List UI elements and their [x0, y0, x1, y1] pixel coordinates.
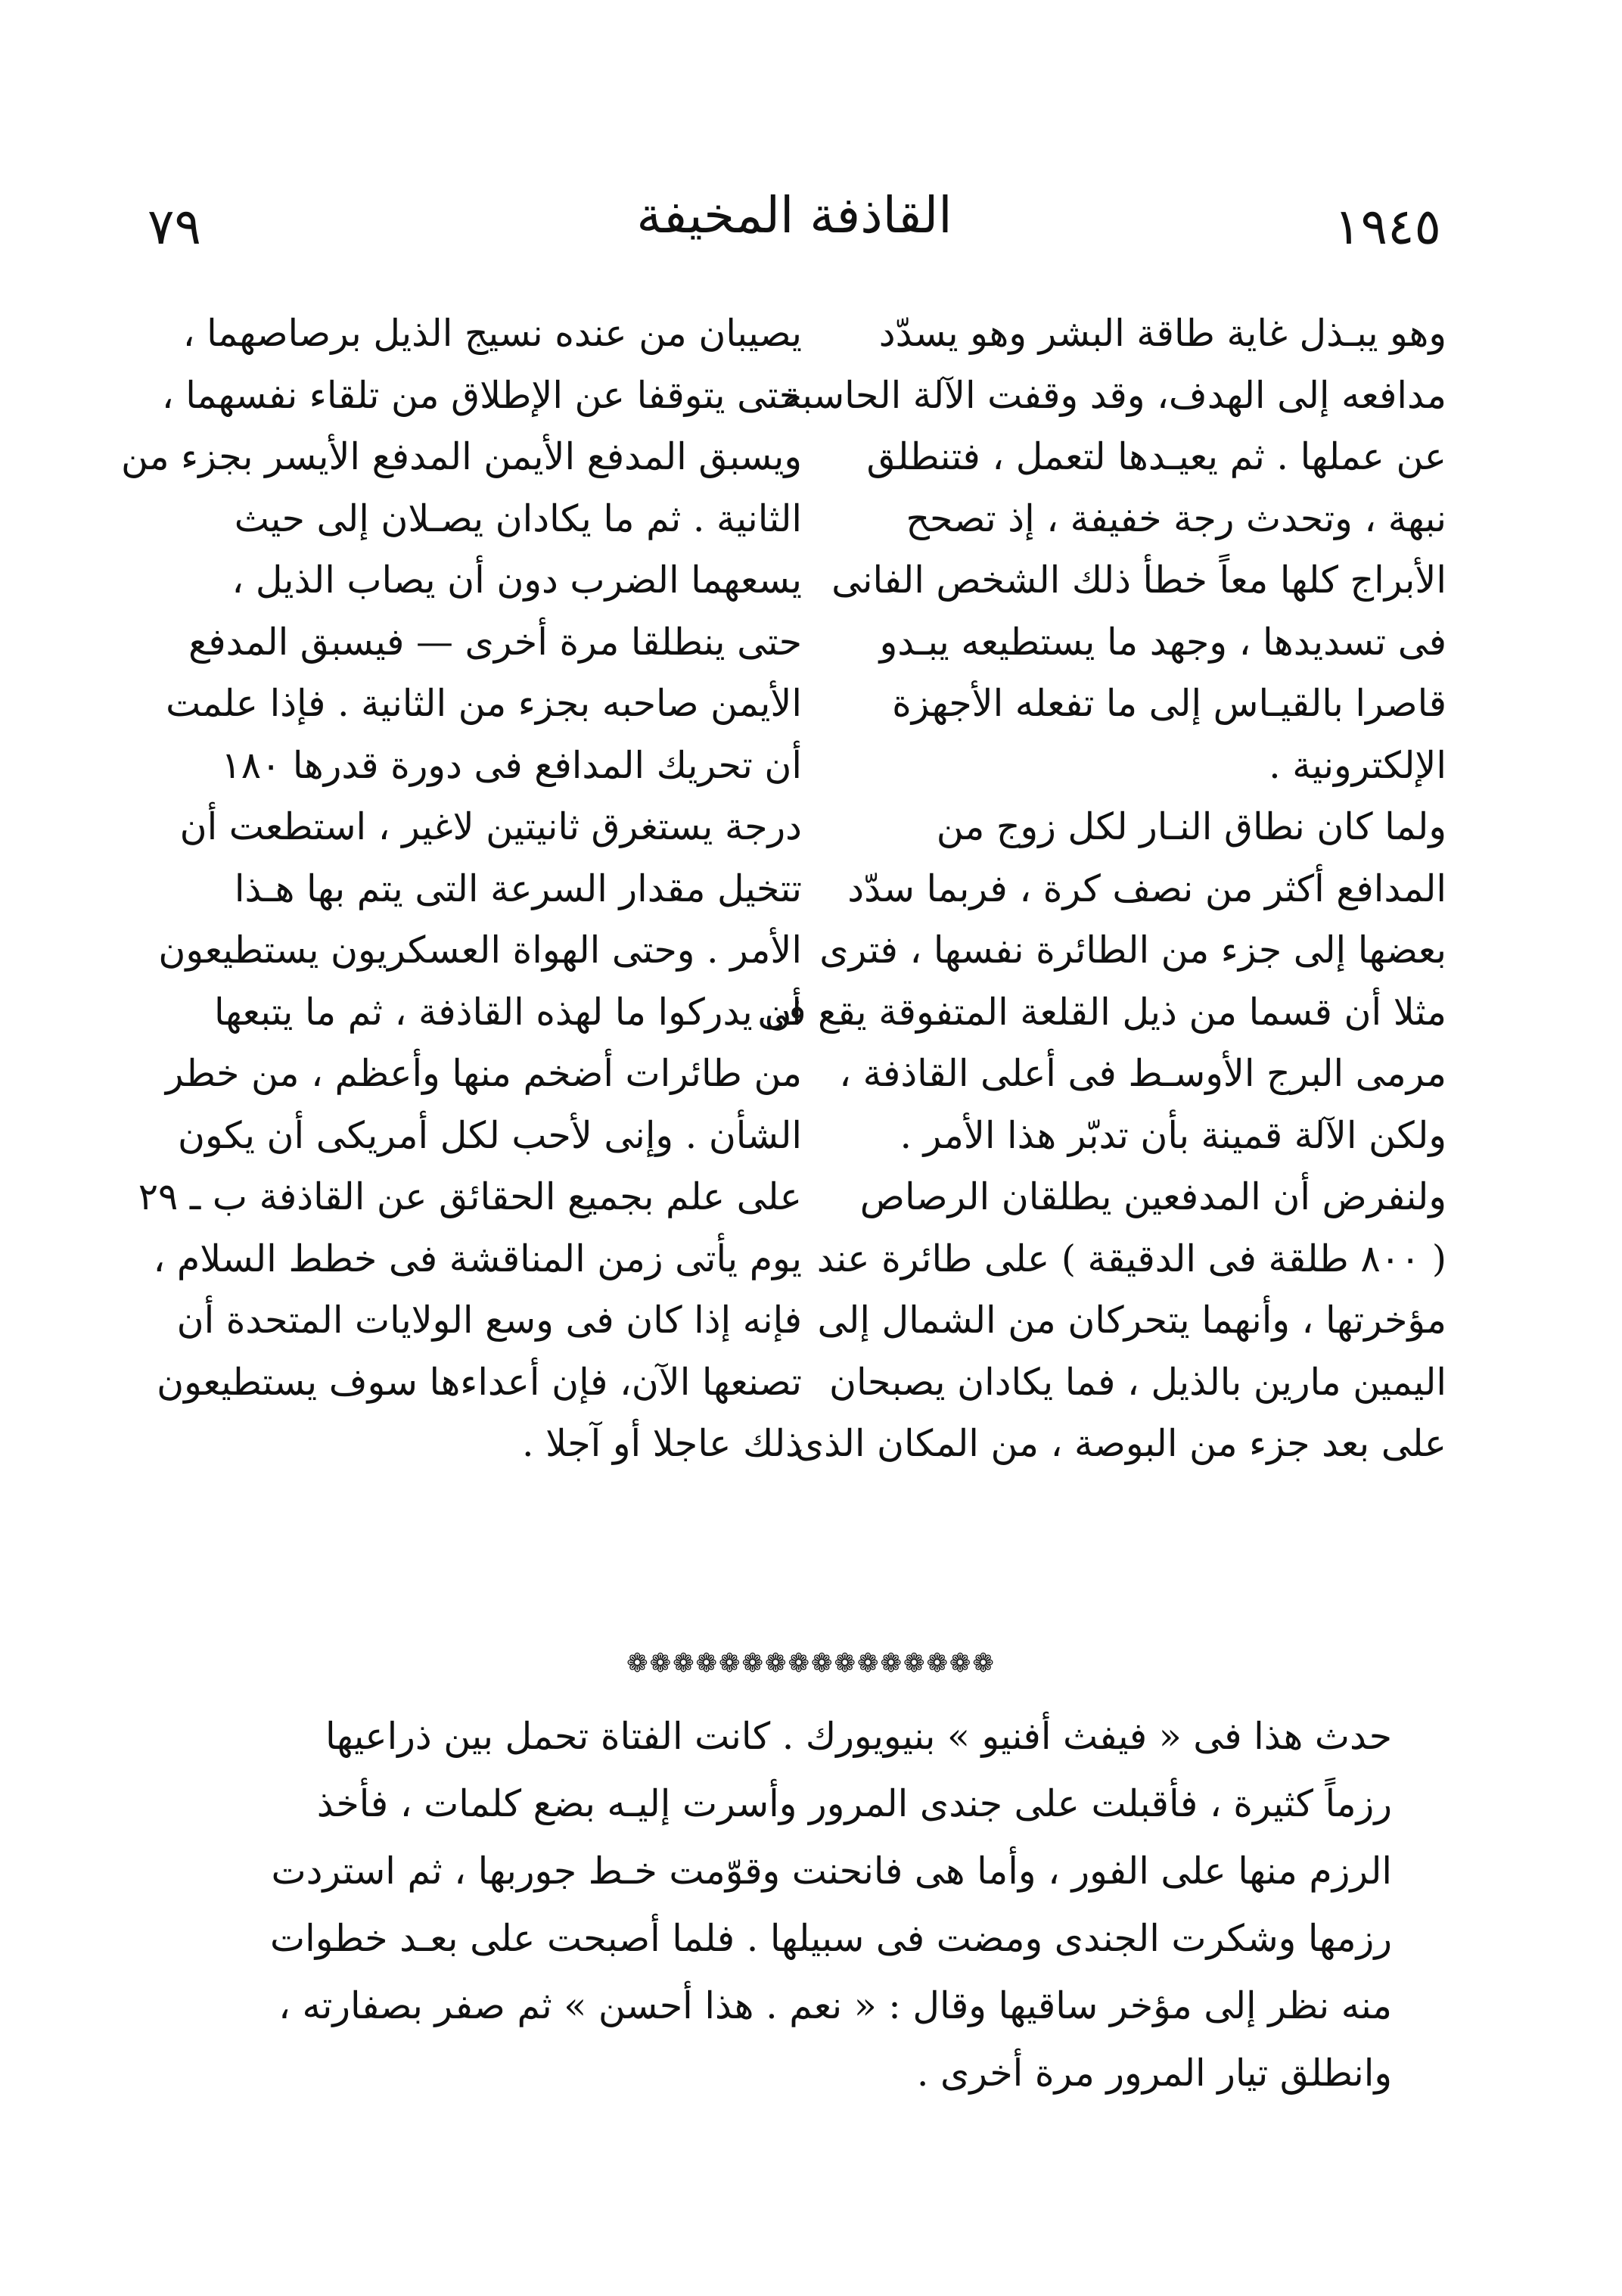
text-line: ويسبق المدفع الأيمن المدفع الأيسر بجزء من — [121, 435, 802, 478]
text-line: مدافعه إلى الهدف، وقد وقفت الآلة الحاسبة — [782, 373, 1446, 417]
text-line: قاصرا بالقيـاس إلى ما تفعله الأجهزة — [892, 682, 1446, 725]
text-line: مؤخرتها ، وأنهما يتحركان من الشمال إلى — [817, 1299, 1446, 1342]
text-line: ولكن الآلة قمينة بأن تدبّر هذا الأمر . — [900, 1113, 1446, 1157]
text-line: فإنه إذا كان فى وسع الولايات المتحدة أن — [176, 1299, 802, 1342]
text-line: درجة يستغرق ثانيتين لاغير ، استطعت أن — [179, 805, 802, 848]
text-line: المدافع أكثر من نصف كرة ، فربما سدّد — [847, 866, 1446, 910]
text-line: فى تسديدها ، وجهد ما يستطيعه يبـدو — [879, 620, 1446, 664]
text-line: ( ٨٠٠ طلقة فى الدقيقة ) على طائرة عند — [816, 1237, 1446, 1280]
text-line: يصيبان من عنده نسيج الذيل برصاصهما ، — [182, 312, 802, 355]
text-line: حتى ينطلقا مرة أخرى — فيسبق المدفع — [188, 620, 802, 664]
text-line: عن عملها . ثم يعيـدها لتعمل ، فتنطلق — [866, 435, 1446, 478]
text-line: مرمى البرج الأوسـط فى أعلى القاذفة ، — [839, 1052, 1446, 1095]
right-text-column — [757, 303, 1446, 1475]
text-line: ولنفرض أن المدفعين يطلقان الرصاص — [859, 1175, 1446, 1218]
text-line: الثانية . ثم ما يكادان يصـلان إلى حيث — [234, 496, 802, 540]
text-line: الرزم منها على الفور ، وأما هى فانحنت وقوّمت خـط جوربها ، ثم استردت — [271, 1850, 1392, 1893]
text-line: أن يدركوا ما لهذه القاذفة ، ثم ما يتبعها — [214, 990, 802, 1034]
text-line: تصنعها الآن، فإن أعداءها سوف يستطيعون — [157, 1360, 802, 1404]
text-line: يسعهما الضرب دون أن يصاب الذيل ، — [231, 558, 802, 602]
text-line: حدث هذا فى « فيفث أفنيو » بنيويورك . كانت الفتاة تحمل بين ذراعيها — [325, 1715, 1392, 1758]
text-line: رزمها وشكرت الجندى ومضت فى سبيلها . فلما أصبحت على بعـد خطوات — [270, 1917, 1392, 1960]
text-line: الأيمن صاحبه بجزء من الثانية . فإذا علمت — [166, 682, 802, 725]
running-title: القاذفة المخيفة — [636, 186, 952, 244]
text-line: الشأن . وإنى لأحب لكل أمريكى أن يكون — [177, 1113, 802, 1157]
text-line: نبهة ، وتحدث رجة خفيفة ، إذ تصحح — [906, 496, 1446, 540]
text-line: مثلا أن قسما من ذيل القلعة المتفوقة يقع فى — [757, 990, 1446, 1034]
ornamental-separator: ❁❁❁❁❁❁❁❁❁❁❁❁❁❁❁❁ — [626, 1648, 996, 1678]
text-line: حتى يتوقفا عن الإطلاق من تلقاء نفسهما ، — [161, 373, 802, 417]
text-line: منه نظر إلى مؤخر ساقيها وقال : « نعم . هذا أحسن » ثم صفر بصفارته ، — [278, 1984, 1392, 2027]
text-line: الإلكترونية . — [1269, 743, 1446, 787]
text-line: يوم يأتى زمن المناقشة فى خطط السلام ، — [153, 1237, 802, 1280]
text-line: وانطلق تيار المرور مرة أخرى . — [916, 2052, 1392, 2095]
text-line: من طائرات أضخم منها وأعظم ، من خطر — [165, 1052, 802, 1095]
text-line: ذلك عاجلا أو آجلا . — [521, 1422, 802, 1465]
text-line: رزماً كثيرة ، فأقبلت على جندى المرور وأسرت إليـه بضع كلمات ، فأخذ — [316, 1782, 1392, 1825]
text-line: الأبراج كلها معاً خطأ ذلك الشخص الفانى — [831, 558, 1446, 602]
page-number: ٧٩ — [148, 198, 201, 256]
text-line: أن تحريك المدافع فى دورة قدرها ١٨٠ — [221, 743, 802, 787]
text-line: على علم بجميع الحقائق عن القاذفة ب ـ ٢٩ — [138, 1175, 802, 1218]
text-line: اليمين مارين بالذيل ، فما يكادان يصبحان — [829, 1360, 1446, 1404]
year-label: ١٩٤٥ — [1334, 198, 1441, 256]
left-text-column — [121, 303, 802, 1475]
text-line: تتخيل مقدار السرعة التى يتم بها هـذا — [234, 866, 802, 910]
anecdote-paragraph — [227, 1703, 1392, 2107]
text-line: وهو يبـذل غاية طاقة البشر وهو يسدّد — [878, 312, 1446, 355]
text-line: الأمر . وحتى الهواة العسكريون يستطيعون — [158, 929, 802, 972]
text-line: ولما كان نطاق النـار لكل زوج من — [936, 805, 1446, 848]
page-header — [148, 182, 1441, 272]
text-line: على بعد جزء من البوصة ، من المكان الذى — [794, 1422, 1446, 1465]
text-line: بعضها إلى جزء من الطائرة نفسها ، فترى — [819, 929, 1446, 972]
